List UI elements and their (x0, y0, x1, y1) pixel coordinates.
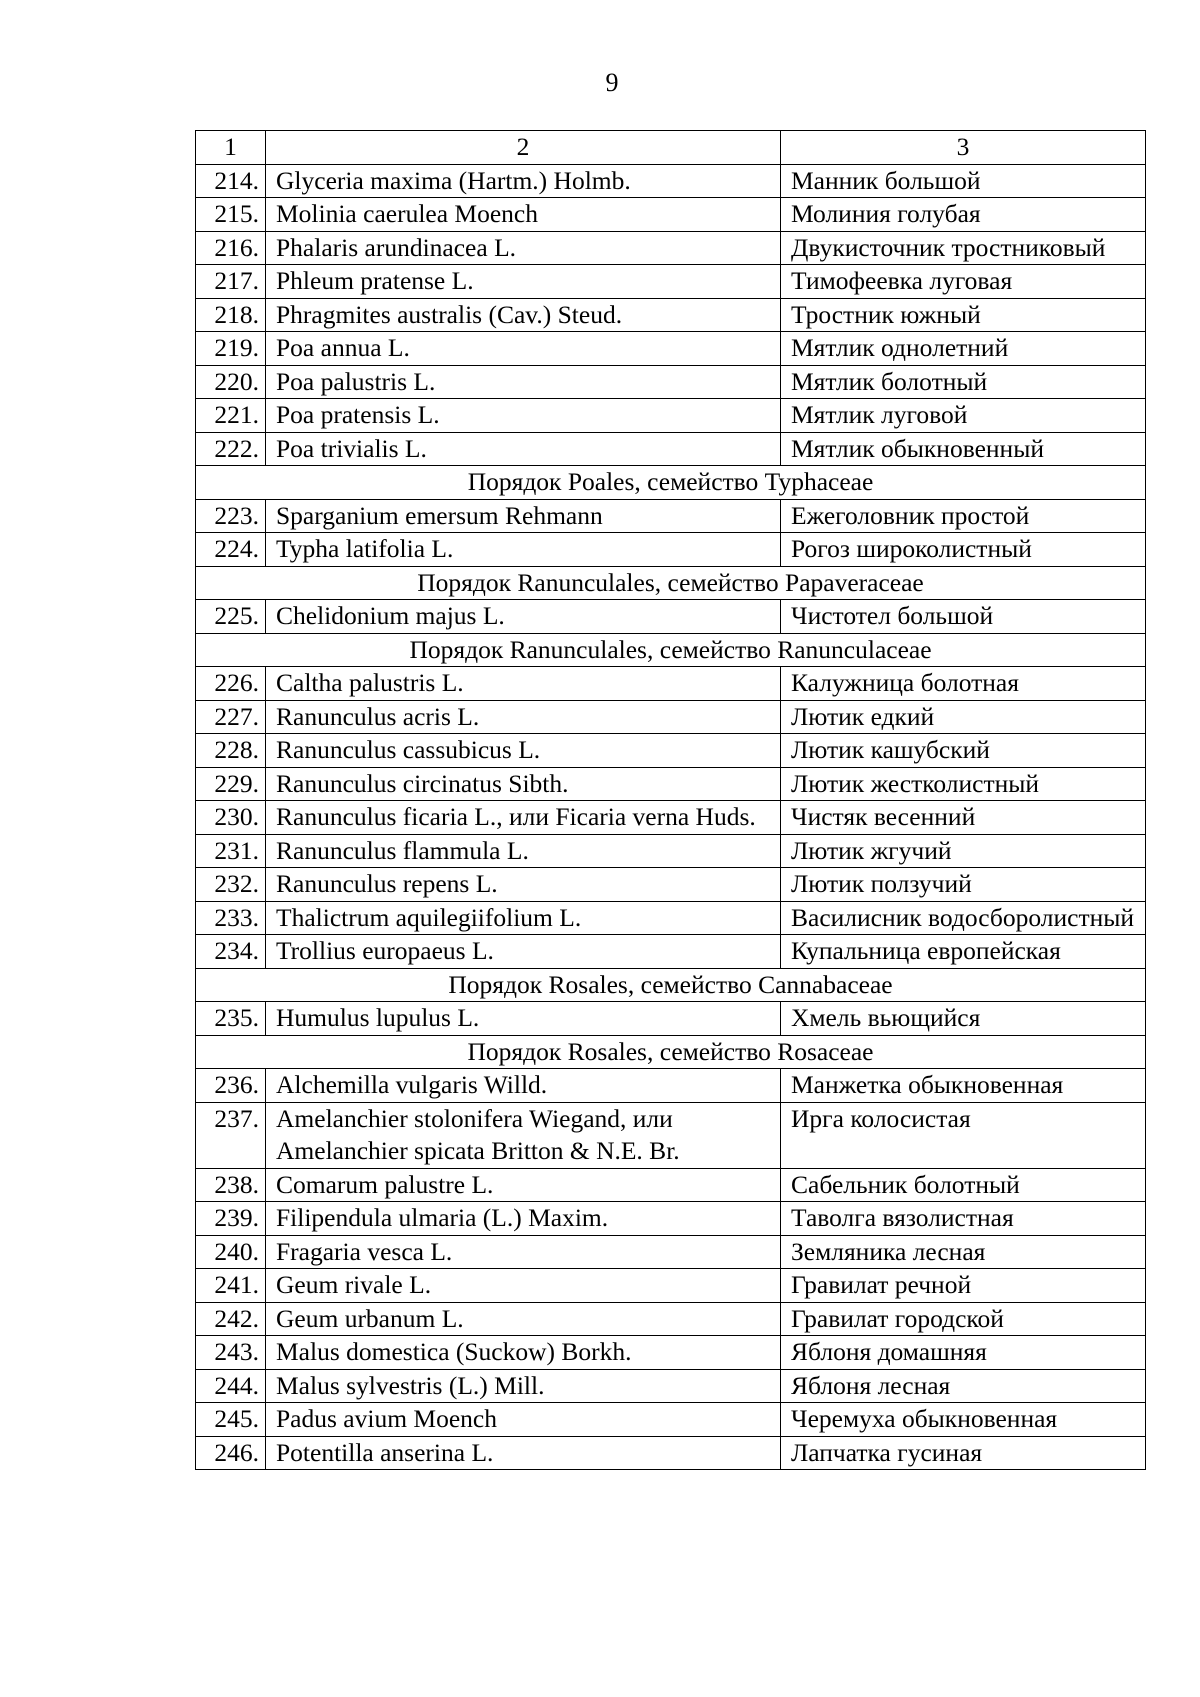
russian-name: Манник большой (781, 164, 1146, 198)
latin-name: Phleum pratense L. (266, 265, 781, 299)
table-row (196, 700, 1146, 734)
russian-name: Гравилат речной (781, 1269, 1146, 1303)
table-row (196, 1336, 1146, 1370)
russian-name: Гравилат городской (781, 1302, 1146, 1336)
latin-name: Chelidonium majus L. (266, 600, 781, 634)
latin-name: Poa pratensis L. (266, 399, 781, 433)
row-number: 216. (196, 231, 266, 265)
row-number: 214. (196, 164, 266, 198)
latin-name: Padus avium Moench (266, 1403, 781, 1437)
row-number: 223. (196, 499, 266, 533)
latin-name: Filipendula ulmaria (L.) Maxim. (266, 1202, 781, 1236)
row-number: 220. (196, 365, 266, 399)
table-row (196, 935, 1146, 969)
group-heading-row (196, 633, 1146, 667)
latin-name: Ranunculus circinatus Sibth. (266, 767, 781, 801)
latin-name: Comarum palustre L. (266, 1168, 781, 1202)
table-row (196, 1269, 1146, 1303)
row-number: 243. (196, 1336, 266, 1370)
row-number: 230. (196, 801, 266, 835)
russian-name: Василисник водосборолистный (781, 901, 1146, 935)
table-row (196, 533, 1146, 567)
latin-name: Typha latifolia L. (266, 533, 781, 567)
latin-name: Poa trivialis L. (266, 432, 781, 466)
row-number: 244. (196, 1369, 266, 1403)
latin-name: Ranunculus ficaria L., или Ficaria verna Huds. (266, 801, 781, 835)
latin-name: Ranunculus acris L. (266, 700, 781, 734)
russian-name: Хмель вьющийся (781, 1002, 1146, 1036)
group-heading: Порядок Rosales, семейство Rosaceae (196, 1035, 1146, 1069)
latin-name: Trollius europaeus L. (266, 935, 781, 969)
table-row (196, 1002, 1146, 1036)
table-row (196, 667, 1146, 701)
row-number: 238. (196, 1168, 266, 1202)
row-number: 233. (196, 901, 266, 935)
table-row (196, 1369, 1146, 1403)
table-row (196, 868, 1146, 902)
row-number: 236. (196, 1069, 266, 1103)
row-number: 246. (196, 1436, 266, 1470)
row-number: 239. (196, 1202, 266, 1236)
russian-name: Калужница болотная (781, 667, 1146, 701)
group-heading: Порядок Rosales, семейство Cannabaceae (196, 968, 1146, 1002)
row-number: 218. (196, 298, 266, 332)
table-row (196, 1235, 1146, 1269)
latin-name: Humulus lupulus L. (266, 1002, 781, 1036)
russian-name: Купальница европейская (781, 935, 1146, 969)
russian-name: Лютик жгучий (781, 834, 1146, 868)
russian-name: Чистяк весенний (781, 801, 1146, 835)
latin-name: Malus sylvestris (L.) Mill. (266, 1369, 781, 1403)
table-header-row (196, 131, 1146, 165)
russian-name: Манжетка обыкновенная (781, 1069, 1146, 1103)
table-row (196, 1202, 1146, 1236)
header-col-latin: 2 (266, 131, 781, 165)
russian-name: Мятлик болотный (781, 365, 1146, 399)
latin-name: Molinia caerulea Moench (266, 198, 781, 232)
row-number: 219. (196, 332, 266, 366)
group-heading-row (196, 968, 1146, 1002)
russian-name: Яблоня домашняя (781, 1336, 1146, 1370)
table-row (196, 499, 1146, 533)
table-row (196, 834, 1146, 868)
group-heading-row (196, 566, 1146, 600)
latin-name: Amelanchier stolonifera Wiegand, или Amelanchier spicata Britton & N.E. Br. (266, 1102, 781, 1168)
table-row (196, 600, 1146, 634)
row-number: 227. (196, 700, 266, 734)
table-row (196, 734, 1146, 768)
table-row (196, 1069, 1146, 1103)
russian-name: Лютик кашубский (781, 734, 1146, 768)
latin-name: Malus domestica (Suckow) Borkh. (266, 1336, 781, 1370)
row-number: 229. (196, 767, 266, 801)
russian-name: Тростник южный (781, 298, 1146, 332)
row-number: 231. (196, 834, 266, 868)
species-table (195, 130, 1146, 1470)
table-row (196, 432, 1146, 466)
row-number: 228. (196, 734, 266, 768)
header-col-number: 1 (196, 131, 266, 165)
russian-name: Яблоня лесная (781, 1369, 1146, 1403)
table-row (196, 265, 1146, 299)
row-number: 215. (196, 198, 266, 232)
row-number: 226. (196, 667, 266, 701)
latin-name: Geum rivale L. (266, 1269, 781, 1303)
latin-name: Ranunculus flammula L. (266, 834, 781, 868)
row-number: 224. (196, 533, 266, 567)
species-table-body (196, 131, 1146, 1470)
latin-name: Glyceria maxima (Hartm.) Holmb. (266, 164, 781, 198)
table-row (196, 1403, 1146, 1437)
latin-name: Phragmites australis (Cav.) Steud. (266, 298, 781, 332)
latin-name: Potentilla anserina L. (266, 1436, 781, 1470)
russian-name: Чистотел большой (781, 600, 1146, 634)
table-row (196, 365, 1146, 399)
russian-name: Сабельник болотный (781, 1168, 1146, 1202)
russian-name: Мятлик обыкновенный (781, 432, 1146, 466)
latin-name: Ranunculus cassubicus L. (266, 734, 781, 768)
row-number: 234. (196, 935, 266, 969)
russian-name: Мятлик однолетний (781, 332, 1146, 366)
row-number: 245. (196, 1403, 266, 1437)
table-row (196, 231, 1146, 265)
table-row (196, 332, 1146, 366)
latin-name: Sparganium emersum Rehmann (266, 499, 781, 533)
row-number: 221. (196, 399, 266, 433)
russian-name: Лапчатка гусиная (781, 1436, 1146, 1470)
row-number: 235. (196, 1002, 266, 1036)
group-heading-row (196, 466, 1146, 500)
russian-name: Лютик жестколистный (781, 767, 1146, 801)
table-row (196, 399, 1146, 433)
table-row (196, 298, 1146, 332)
header-col-russian: 3 (781, 131, 1146, 165)
row-number: 222. (196, 432, 266, 466)
row-number: 241. (196, 1269, 266, 1303)
table-row (196, 767, 1146, 801)
table-row (196, 1102, 1146, 1168)
latin-name: Poa annua L. (266, 332, 781, 366)
row-number: 242. (196, 1302, 266, 1336)
russian-name: Ежеголовник простой (781, 499, 1146, 533)
table-row (196, 198, 1146, 232)
row-number: 232. (196, 868, 266, 902)
russian-name: Лютик ползучий (781, 868, 1146, 902)
row-number: 240. (196, 1235, 266, 1269)
russian-name: Черемуха обыкновенная (781, 1403, 1146, 1437)
table-row (196, 1436, 1146, 1470)
russian-name: Рогоз широколистный (781, 533, 1146, 567)
russian-name: Таволга вязолистная (781, 1202, 1146, 1236)
group-heading: Порядок Ranunculales, семейство Ranunculaceae (196, 633, 1146, 667)
latin-name: Phalaris arundinacea L. (266, 231, 781, 265)
table-row (196, 1168, 1146, 1202)
table-row (196, 901, 1146, 935)
table-row (196, 1302, 1146, 1336)
latin-name: Caltha palustris L. (266, 667, 781, 701)
latin-name: Thalictrum aquilegiifolium L. (266, 901, 781, 935)
group-heading: Порядок Ranunculales, семейство Papaveraceae (196, 566, 1146, 600)
group-heading: Порядок Poales, семейство Typhaceae (196, 466, 1146, 500)
row-number: 237. (196, 1102, 266, 1168)
latin-name: Fragaria vesca L. (266, 1235, 781, 1269)
group-heading-row (196, 1035, 1146, 1069)
page-number: 9 (605, 68, 619, 97)
latin-name: Alchemilla vulgaris Willd. (266, 1069, 781, 1103)
latin-name: Ranunculus repens L. (266, 868, 781, 902)
russian-name: Двукисточник тростниковый (781, 231, 1146, 265)
latin-name: Geum urbanum L. (266, 1302, 781, 1336)
row-number: 217. (196, 265, 266, 299)
latin-name: Poa palustris L. (266, 365, 781, 399)
russian-name: Лютик едкий (781, 700, 1146, 734)
russian-name: Тимофеевка луговая (781, 265, 1146, 299)
row-number: 225. (196, 600, 266, 634)
table-row (196, 801, 1146, 835)
table-row (196, 164, 1146, 198)
russian-name: Ирга колосистая (781, 1102, 1146, 1168)
russian-name: Молиния голубая (781, 198, 1146, 232)
russian-name: Мятлик луговой (781, 399, 1146, 433)
russian-name: Земляника лесная (781, 1235, 1146, 1269)
